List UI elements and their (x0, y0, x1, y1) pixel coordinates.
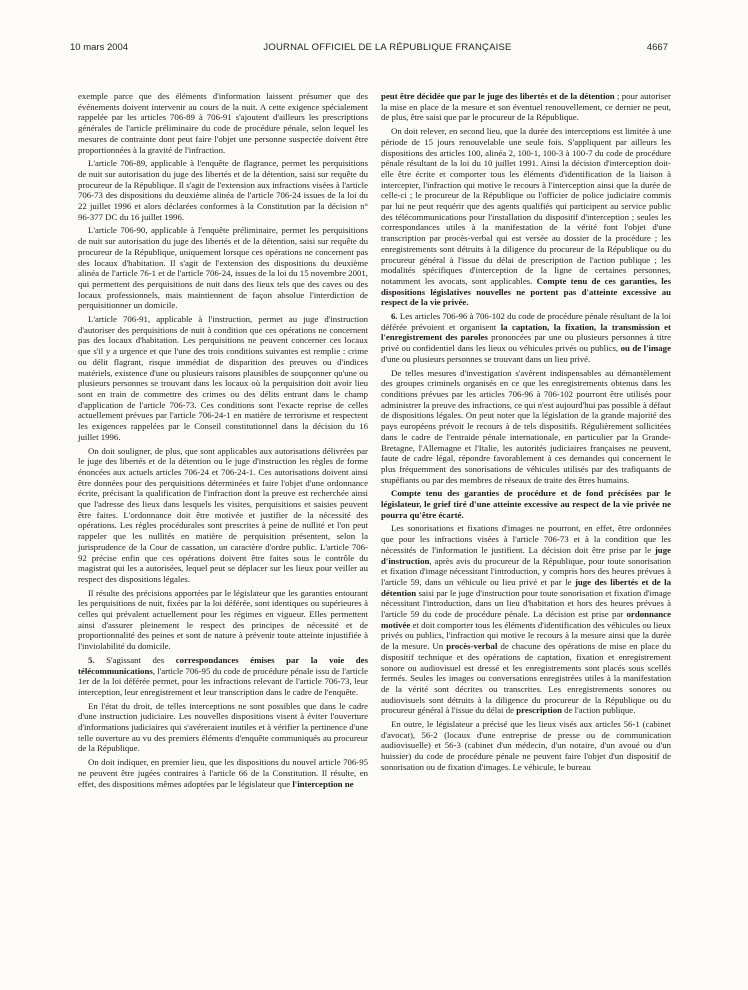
page-number: 4667 (646, 41, 668, 53)
paragraph (381, 368, 671, 486)
paragraph (381, 311, 671, 365)
header-date: 10 mars 2004 (70, 41, 129, 53)
header-title: JOURNAL OFFICIEL DE LA RÉPUBLIQUE FRANÇAISE (263, 41, 512, 53)
paragraph (78, 655, 368, 698)
bold-text: procès-verbal (446, 641, 498, 652)
text-run: L'article 706-90, applicable à l'enquête préliminaire, permet les perquisitions de nuit sur autorisation du juge des libertés et de la détention, saisi sur requête du procureur de la République, uniquement lorsque ces opérations ne concernent pas des locaux d'habitation. Il s'agit de l'extension des dispositions du deuxième alinéa de l'article 76-1 et de l'article 706-24, issues de la loi du 15 novembre 2001, qui permettent des perquisitions de nuit dans des lieux tels que des caves ou des locaux professionnels, mais maintiennent de façon absolue l'interdiction de perquisitionner un domicile. (78, 225, 368, 311)
text-run: de chacune des opérations de mise en place du dispositif technique et des opérations de captation, fixation et enregistrement sonore ou audiovisuel est dressé et les enregistrements sont placés sous scellés fermés. Seules les images ou conversations enregistrées utiles à la manifestation de la vérité sont décrites ou transcrites. Les enregistrements sonores ou audiovisuels sont détruits à la diligence du procureur de la République ou du procureur général à l'issue du délai de (381, 641, 671, 716)
text-run: On doit souligner, de plus, que sont applicables aux autorisations délivrées par le juge des libertés et de la détention ou le juge d'instruction les règles de forme énoncées aux actuels articles 706-24 et 706-24-1. Ces autorisations doivent ainsi être données pour des perquisitions déterminées et faire l'objet d'une ordonnance écrite, précisant la qualification de l'infraction dont la preuve est recherchée ainsi que l'adresse des lieux dans lesquels les visites, perquisitions et saisies peuvent être faites. L'ordonnance doit être motivée et justifier de la nécessité des opérations. Les règles procédurales sont prescrites à peine de nullité et l'on peut rappeler que les nullités en matière de perquisition présentent, selon la jurisprudence de la Cour de cassation, un caractère d'ordre public. L'article 706-92 précise enfin que ces opérations doivent être faites sous le contrôle du magistrat qui les a autorisées, lequel peut se déplacer sur les lieux pour veiller au respect des dispositions légales. (78, 445, 368, 584)
paragraph (381, 126, 671, 308)
bold-text: Compte tenu de ces garanties, les dispositions législatives nouvelles ne portent pas d'atteinte excessive au respect de la vie privée. (381, 275, 671, 308)
paragraph (78, 757, 368, 789)
paragraph (78, 446, 368, 585)
text-run: ; pour autoriser la mise en place de la mesure et son éventuel renouvellement, ce dernier ne peut, de plus, être saisi que par le procureur de la République. (381, 91, 671, 123)
bold-text: juge des libertés et de la détention (381, 576, 671, 598)
text-run: , après avis du procureur de la République, pour toute sonorisation et fixation d'image nécessitant l'introduction, y compris hors des heures prévues à l'article 59, dans un véhicule ou lieu privé et par le (381, 555, 671, 587)
text-run: de l'action publique. (561, 705, 636, 716)
bold-text: l'interception ne (292, 778, 354, 789)
text-run: Les articles 706-96 à 706-102 du code de procédure pénale résultant de la loi déférée prévoient et organisent (381, 311, 671, 332)
page-header (70, 40, 668, 54)
text-run: Les sonorisations et fixations d'images ne pourront, en effet, être ordonnées que pour les infractions visées à l'article 706-73 et à la condition que les nécessités de l'information le justifient. La décision doit être prise par le (381, 523, 671, 555)
paragraph (78, 158, 368, 222)
paragraph (381, 488, 671, 520)
text-run: saisi par le juge d'instruction pour toute sonorisation et fixation d'image nécessitant l'introduction, dans un lieu d'habitation et hors des heures prévues à l'article 59 du code de procédure pénale. La décision est prise par (381, 587, 671, 620)
bold-text: Compte tenu des garanties de procédure et de fond précisées par le législateur, le grief tiré d'une atteinte excessive au respect de la vie privée ne pourra qu'être écarté. (381, 488, 671, 520)
bold-text: prescription (516, 705, 562, 716)
text-run: , l'article 706-95 du code de procédure pénale issu de l'article 1er de la loi déférée permet, pour les infractions relevant de l'article 706-73, leur interception, leur enregistrement et leur transcription dans le cadre de l'enquête. (78, 665, 368, 697)
bold-text: la captation, la fixation, la transmission et l'enregistrement des paroles (381, 321, 671, 343)
paragraph (78, 701, 368, 755)
bold-text: peut être décidée que par le juge des libertés et de la détention (381, 91, 615, 101)
bold-text: ordonnance motivée (381, 609, 671, 630)
text-run: On doit relever, en second lieu, que la durée des interceptions est limitée à une période de 15 jours renouvelable une seule fois. S'appliquent par ailleurs les dispositions des articles 100, alinéa 2, 100-1, 100-3 à 100-7 du code de procédure pénale résultant de la loi du 10 juillet 1991. Ainsi la décision d'interception doit-elle être écrite et comporter tous les éléments d'identification de la liaison à intercepter, l'infraction qui motive le recours à l'interception ainsi que la durée de celle-ci ; le procureur de la République ou l'officier de police judiciaire commis par lui ne peut requérir que des agents qualifiés qui participent au service public des télécommunications pour l'installation du dispositif d'interception ; seules les correspondances utiles à la manifestation de la vérité font l'objet d'une transcription par procès-verbal qui est versée au dossier de la procédure ; les enregistrements sont détruits à la diligence du procureur de la République ou du procureur général à l'issue du délai de prescription de l'action publique ; les modalités spécifiques d'interception de la ligne de certaines personnes, notamment les avocats, sont applicables. (381, 126, 671, 286)
bold-text: 6. (391, 311, 400, 322)
text-run: Il résulte des précisions apportées par le législateur que les garanties entourant les perquisitions de nuit, fixées par la loi déférée, sont identiques ou supérieures à celles qui prévalent actuellement pour les régimes en vigueur. Elles permettent ainsi d'assurer pleinement le respect des principes de nécessité et de proportionnalité des peines et sont de nature à prévenir toute atteinte injustifiée à l'inviolabilité du domicile. (78, 587, 368, 652)
text-run: De telles mesures d'investigation s'avèrent indispensables au démantèlement des groupes criminels organisés en ce que les enregistrements obtenus dans les conditions prévues par les articles 706-96 à 706-102 pourront être utilisés pour administrer la preuve des infractions, ce qui n'est aujourd'hui pas possible à défaut de dispositions légales. On peut noter que la législation de la grande majorité des pays européens prévoit le recours à de tels dispositifs. Régulièrement sollicitées dans le cadre de l'entraide pénale internationale, en particulier par la Grande-Bretagne, l'Allemagne et l'Italie, les autorités judiciaires françaises ne peuvent, faute de cadre légal, répondre favorablement à ces demandes qui concernent le plus fréquemment des sonorisations de véhicules utilisés par des trafiquants de stupéfiants ou par des membres de réseaux de traite des êtres humains. (381, 367, 671, 485)
paragraph (381, 523, 671, 716)
text-run: S'agissant des (106, 654, 176, 665)
left-column (78, 91, 368, 792)
paragraph (78, 588, 368, 652)
text-run: L'article 706-91, applicable à l'instruction, permet au juge d'instruction d'autoriser des perquisitions de nuit à condition que ces opérations ne concernent pas des locaux d'habitation. Les perquisitions ne peuvent concerner ces locaux que s'il y a urgence et que l'une des trois conditions suivantes est remplie : crime ou délit flagrant, risque immédiat de disparition des preuves ou d'indices matériels, existence d'une ou plusieurs raisons plausibles de soupçonner qu'une ou plusieurs personnes se trouvant dans les locaux où la perquisition doit avoir lieu sont en train de commettre des crimes ou des délits entrant dans le champ d'application de l'article 706-73. Ces conditions sont l'exacte reprise de celles actuellement prévues par l'article 706-24-1 en matière de terrorisme et respectent les exigences rappelées par le Conseil constitutionnel dans la décision du 16 juillet 1996. (78, 314, 368, 442)
paragraph (78, 91, 368, 155)
bold-text: juge d'instruction (381, 544, 671, 566)
paragraph (381, 719, 671, 773)
text-run: d'une ou plusieurs personnes se trouvant dans un lieu privé. (381, 353, 591, 364)
text-run: exemple parce que des éléments d'information laissent présumer que des événements doivent intervenir au cours de la nuit. A cette exigence spécialement rappelée par les articles 706-89 à 706-91 s'ajoutent d'ailleurs les prescriptions générales de l'article préliminaire du code de procédure pénale, selon lequel les mesures de contrainte dont peut faire l'objet une personne suspectée doivent être proportionnées à la gravité de l'infraction. (78, 91, 368, 155)
paragraph (381, 91, 671, 123)
paragraph (78, 314, 368, 442)
right-column (381, 91, 671, 776)
text-run: prononcées par une ou plusieurs personnes à titre privé ou confidentiel dans les lieux ou véhicules privés ou publics, (381, 332, 671, 354)
text-run: L'article 706-89, applicable à l'enquête de flagrance, permet les perquisitions de nuit sur autorisation du juge des libertés et de la détention, saisi sur requête du procureur de la République. Il s'agit de l'extension aux infractions visées à l'article 706-73 des dispositions du deuxième alinéa de l'article 706-24 issues de la loi du 22 juillet 1996 et alors déclarées conformes à la Constitution par la décision n° 96-377 DC du 16 juillet 1996. (78, 158, 368, 222)
text-run: et doit comporter tous les éléments d'identification des véhicules ou lieux privés ou publics, l'infraction qui motive le recours à la mesure ainsi que la durée de la mesure. Un (381, 619, 671, 652)
text-run: En outre, le législateur a précisé que les lieux visés aux articles 56-1 (cabinet d'avocat), 56-2 (locaux d'une entreprise de presse ou de communication audiovisuelle) et 56-3 (cabinet d'un médecin, d'un notaire, d'un avoué ou d'un huissier) du code de procédure pénale ne peuvent faire l'objet d'un dispositif de sonorisation ou de fixation d'images. Le véhicule, le bureau (381, 719, 671, 772)
text-run: En l'état du droit, de telles interceptions ne sont possibles que dans le cadre d'une instruction judiciaire. Les nouvelles dispositions visent à éviter l'ouverture d'informations judiciaires qui s'avéreraient inutiles et à vérifier la pertinence d'une telle ouverture au vu des premiers éléments d'enquête communiqués au procureur de la République. (78, 700, 368, 754)
paragraph (78, 225, 368, 311)
bold-text: 5. (88, 654, 107, 665)
text-run: On doit indiquer, en premier lieu, que les dispositions du nouvel article 706-95 ne peuvent être jugées contraires à l'article 66 de la Constitution. Il résulte, en effet, des dispositions mêmes adoptées par le législateur que (78, 757, 368, 789)
bold-text: correspondances émises par la voie des télécommunications (78, 654, 368, 676)
bold-text: ou de l'image (620, 343, 671, 354)
